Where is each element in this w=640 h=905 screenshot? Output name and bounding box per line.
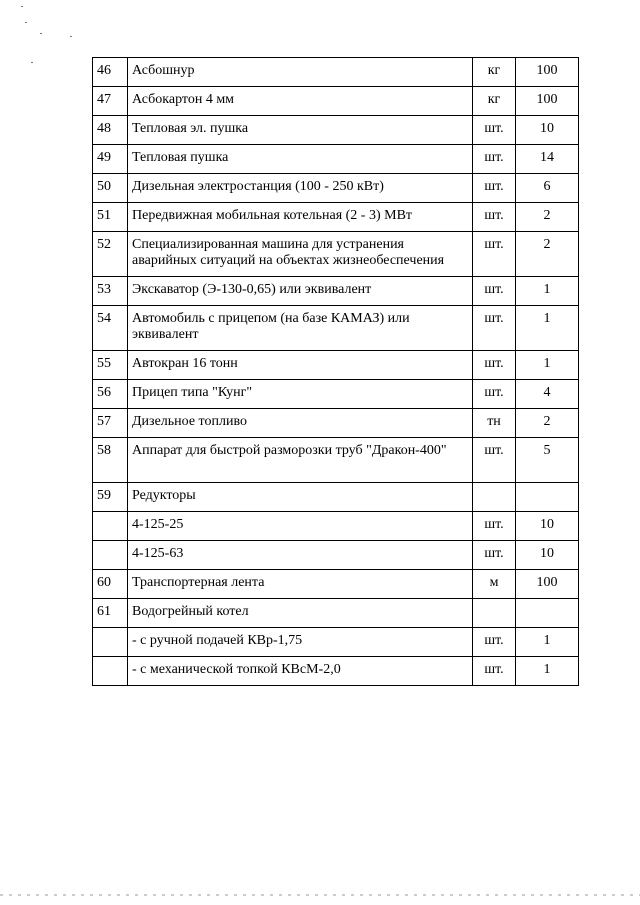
- quantity-cell: 10: [516, 512, 579, 541]
- table-row: [93, 628, 579, 657]
- row-number-cell: [93, 657, 128, 686]
- table-row: [93, 438, 579, 483]
- item-name-cell: Дизельное топливо: [128, 409, 473, 438]
- table-row: [93, 599, 579, 628]
- quantity-cell: 1: [516, 306, 579, 351]
- item-name-cell: Редукторы: [128, 483, 473, 512]
- quantity-cell: 2: [516, 232, 579, 277]
- scan-speck: [40, 33, 42, 34]
- unit-cell: шт.: [473, 541, 516, 570]
- table-row: [93, 203, 579, 232]
- table-row: [93, 570, 579, 599]
- row-number-cell: 48: [93, 116, 128, 145]
- item-name-cell: Водогрейный котел: [128, 599, 473, 628]
- quantity-cell: 1: [516, 277, 579, 306]
- quantity-cell: 6: [516, 174, 579, 203]
- item-name-cell: Аппарат для быстрой разморозки труб "Дракон-400": [128, 438, 473, 483]
- row-number-cell: 55: [93, 351, 128, 380]
- quantity-cell: 10: [516, 541, 579, 570]
- table-row: [93, 174, 579, 203]
- row-number-cell: 52: [93, 232, 128, 277]
- quantity-cell: [516, 599, 579, 628]
- unit-cell: шт.: [473, 203, 516, 232]
- item-name-cell: 4-125-63: [128, 541, 473, 570]
- unit-cell: шт.: [473, 306, 516, 351]
- unit-cell: шт.: [473, 145, 516, 174]
- unit-cell: шт.: [473, 174, 516, 203]
- quantity-cell: 2: [516, 409, 579, 438]
- quantity-cell: [516, 483, 579, 512]
- table-row: [93, 409, 579, 438]
- quantity-cell: 2: [516, 203, 579, 232]
- item-name-cell: Экскаватор (Э-130-0,65) или эквивалент: [128, 277, 473, 306]
- item-name-cell: Транспортерная лента: [128, 570, 473, 599]
- item-name-cell: - с механической топкой КВсМ-2,0: [128, 657, 473, 686]
- unit-cell: шт.: [473, 657, 516, 686]
- row-number-cell: 53: [93, 277, 128, 306]
- row-number-cell: 54: [93, 306, 128, 351]
- item-name-cell: Автокран 16 тонн: [128, 351, 473, 380]
- item-name-cell: - с ручной подачей КВр-1,75: [128, 628, 473, 657]
- items-table: [92, 57, 579, 686]
- row-number-cell: 56: [93, 380, 128, 409]
- row-number-cell: 57: [93, 409, 128, 438]
- table-row: [93, 58, 579, 87]
- quantity-cell: 5: [516, 438, 579, 483]
- table-row: [93, 351, 579, 380]
- item-name-cell: Асбошнур: [128, 58, 473, 87]
- table-row: [93, 232, 579, 277]
- unit-cell: шт.: [473, 512, 516, 541]
- unit-cell: м: [473, 570, 516, 599]
- quantity-cell: 10: [516, 116, 579, 145]
- scan-speck: [31, 62, 33, 63]
- item-name-cell: Автомобиль с прицепом (на базе КАМАЗ) или эквивалент: [128, 306, 473, 351]
- quantity-cell: 1: [516, 351, 579, 380]
- row-number-cell: 47: [93, 87, 128, 116]
- row-number-cell: 58: [93, 438, 128, 483]
- scan-speck: [21, 6, 23, 7]
- items-table-body: [93, 58, 579, 686]
- quantity-cell: 100: [516, 570, 579, 599]
- item-name-cell: Передвижная мобильная котельная (2 - 3) МВт: [128, 203, 473, 232]
- item-name-cell: Дизельная электростанция (100 - 250 кВт): [128, 174, 473, 203]
- item-name-cell: Специализированная машина для устранения аварийных ситуаций на объектах жизнеобеспечения: [128, 232, 473, 277]
- quantity-cell: 14: [516, 145, 579, 174]
- row-number-cell: [93, 512, 128, 541]
- unit-cell: шт.: [473, 438, 516, 483]
- row-number-cell: 60: [93, 570, 128, 599]
- table-row: [93, 657, 579, 686]
- item-name-cell: Тепловая эл. пушка: [128, 116, 473, 145]
- unit-cell: шт.: [473, 628, 516, 657]
- row-number-cell: 50: [93, 174, 128, 203]
- item-name-cell: Прицеп типа "Кунг": [128, 380, 473, 409]
- table-row: [93, 145, 579, 174]
- scan-speck: [70, 36, 72, 37]
- quantity-cell: 100: [516, 58, 579, 87]
- row-number-cell: 51: [93, 203, 128, 232]
- row-number-cell: 46: [93, 58, 128, 87]
- item-name-cell: Тепловая пушка: [128, 145, 473, 174]
- quantity-cell: 1: [516, 657, 579, 686]
- table-row: [93, 306, 579, 351]
- item-name-cell: 4-125-25: [128, 512, 473, 541]
- unit-cell: кг: [473, 87, 516, 116]
- item-name-cell: Асбокартон 4 мм: [128, 87, 473, 116]
- scan-noise-line: [0, 894, 640, 896]
- table-row: [93, 116, 579, 145]
- table-row: [93, 512, 579, 541]
- unit-cell: шт.: [473, 380, 516, 409]
- unit-cell: кг: [473, 58, 516, 87]
- row-number-cell: [93, 541, 128, 570]
- table-row: [93, 277, 579, 306]
- quantity-cell: 100: [516, 87, 579, 116]
- scan-speck: [25, 22, 27, 23]
- row-number-cell: 49: [93, 145, 128, 174]
- quantity-cell: 1: [516, 628, 579, 657]
- quantity-cell: 4: [516, 380, 579, 409]
- row-number-cell: 61: [93, 599, 128, 628]
- unit-cell: тн: [473, 409, 516, 438]
- unit-cell: шт.: [473, 351, 516, 380]
- table-row: [93, 541, 579, 570]
- row-number-cell: [93, 628, 128, 657]
- table-row: [93, 483, 579, 512]
- unit-cell: [473, 483, 516, 512]
- unit-cell: шт.: [473, 232, 516, 277]
- unit-cell: шт.: [473, 277, 516, 306]
- table-row: [93, 87, 579, 116]
- row-number-cell: 59: [93, 483, 128, 512]
- unit-cell: шт.: [473, 116, 516, 145]
- unit-cell: [473, 599, 516, 628]
- table-row: [93, 380, 579, 409]
